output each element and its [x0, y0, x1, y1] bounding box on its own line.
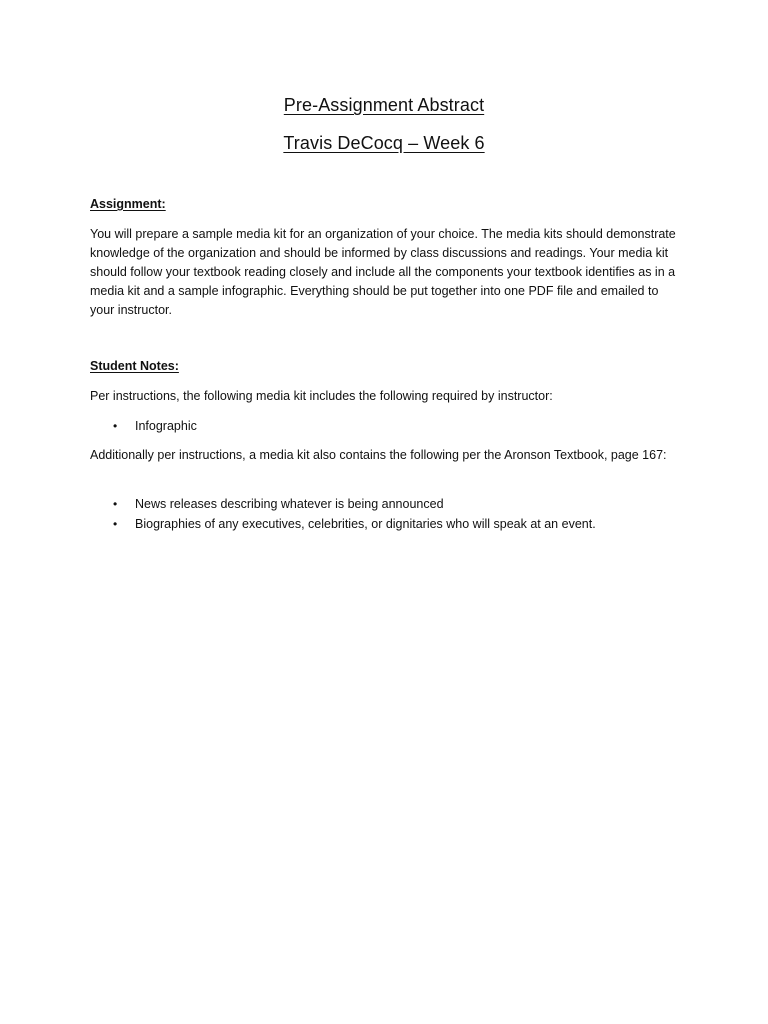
list-item-text: News releases describing whatever is being announced [135, 497, 444, 511]
student-notes-intro: Per instructions, the following media kit includes the following required by instructor: [90, 389, 553, 403]
student-notes-additional: Additionally per instructions, a media kit also contains the following per the Aronson Textbook, page 167: [90, 448, 667, 462]
list-item-text: Infographic [135, 419, 197, 433]
assignment-body: You will prepare a sample media kit for an organization of your choice. The media kits should demonstrate knowledge of the organization and should be informed by class discussions and readings. Your media kit should follow your textbook reading closely and include all the components your textbook identifies as in a media kit and a sample infographic. Everything should be put together into one PDF file and emailed to your instructor. [90, 227, 676, 317]
required-items-list [90, 416, 680, 436]
textbook-items-list [90, 494, 680, 534]
bullet-icon: • [113, 517, 118, 531]
list-item [90, 494, 680, 514]
list-item [90, 416, 680, 436]
bullet-icon: • [113, 497, 118, 511]
student-notes-heading: Student Notes: [90, 359, 179, 373]
document-title: Pre-Assignment Abstract [283, 95, 485, 115]
bullet-icon: • [113, 419, 118, 433]
list-item [90, 514, 680, 534]
document-subtitle: Travis DeCocq – Week 6 [283, 133, 485, 153]
assignment-heading: Assignment: [90, 197, 166, 211]
list-item-text: Biographies of any executives, celebrities, or dignitaries who will speak at an event. [135, 517, 596, 531]
